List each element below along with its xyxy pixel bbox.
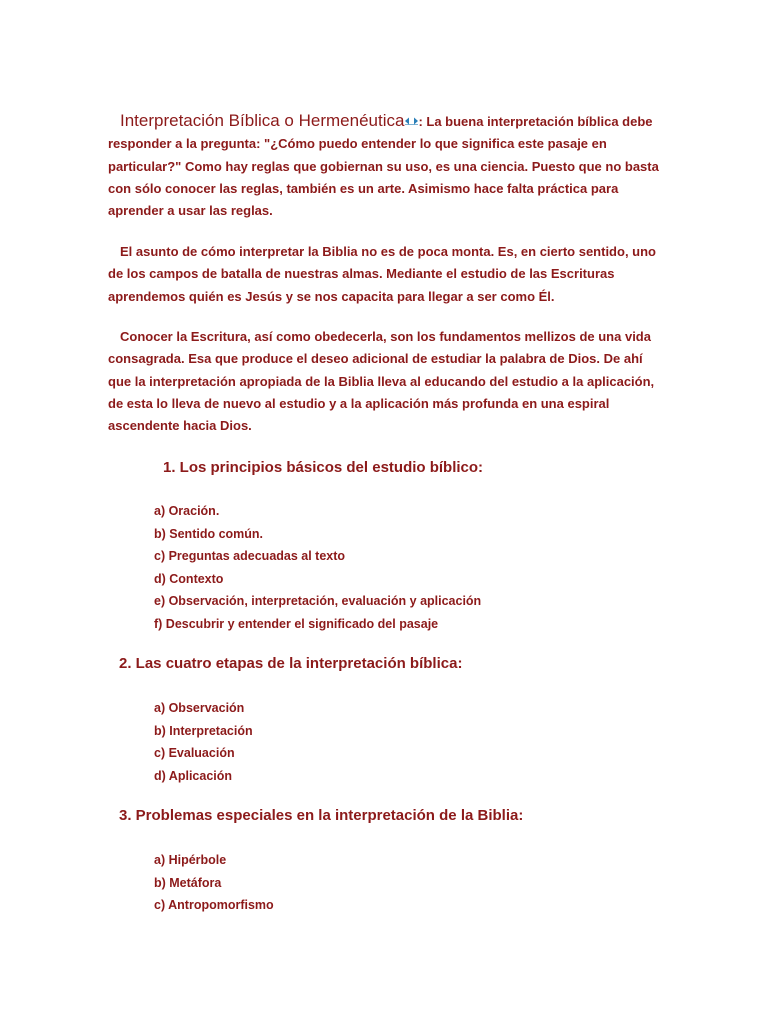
audio-link-icon[interactable] xyxy=(405,117,418,125)
section-heading-3: 3. Problemas especiales en la interpretación de la Biblia: xyxy=(119,807,524,824)
list-item: a) Oración. xyxy=(154,504,220,518)
intro-paragraph xyxy=(108,110,668,222)
intro-text: La buena interpretación bíblica debe responder a la pregunta: "¿Cómo puedo entender lo que significa este pasaje en particular?" Como hay reglas que gobiernan su uso, es una ciencia. Puesto que no basta con sólo conocer las reglas, también es un arte. Asimismo hace falta práctica para aprender a usar las reglas. xyxy=(108,114,659,219)
intro-title: Interpretación Bíblica o Hermenéutica xyxy=(120,111,405,130)
list-item: a) Observación xyxy=(154,701,245,715)
list-item: c) Antropomorfismo xyxy=(154,898,274,912)
paragraph-1: El asunto de cómo interpretar la Biblia no es de poca monta. Es, en cierto sentido, uno de los campos de batalla de nuestras almas. Mediante el estudio de las Escrituras aprendemos quién es Jesús y se nos capacita para llegar a ser como Él. xyxy=(108,244,656,304)
paragraph-2: Conocer la Escritura, así como obedecerla, son los fundamentos mellizos de una vida consagrada. Esa que produce el deseo adicional de estudiar la palabra de Dios. De ahí que la interpretación apropiada de la Biblia lleva al educando del estudio a la aplicación, de esta lo lleva de nuevo al estudio y a la aplicación más profunda en una espiral ascendente hacia Dios. xyxy=(108,329,655,434)
section-list-2 xyxy=(154,697,253,787)
list-item: a) Hipérbole xyxy=(154,853,227,867)
section-list-3 xyxy=(154,849,274,917)
list-item: f) Descubrir y entender el significado del pasaje xyxy=(154,616,439,631)
list-item: c) Preguntas adecuadas al texto xyxy=(154,549,346,563)
section-list-1 xyxy=(154,500,481,635)
list-item: b) Sentido común. xyxy=(154,526,264,541)
list-item: c) Evaluación xyxy=(154,746,235,760)
section-heading-2: 2. Las cuatro etapas de la interpretación bíblica: xyxy=(119,655,463,672)
list-item: b) Metáfora xyxy=(154,875,222,890)
list-item: d) Contexto xyxy=(154,571,224,586)
section-heading-1: 1. Los principios básicos del estudio bíblico: xyxy=(163,459,484,476)
list-item: d) Aplicación xyxy=(154,768,233,783)
list-item: b) Interpretación xyxy=(154,723,253,738)
list-item: e) Observación, interpretación, evaluación y aplicación xyxy=(154,594,482,608)
intro-colon: : xyxy=(418,114,423,129)
